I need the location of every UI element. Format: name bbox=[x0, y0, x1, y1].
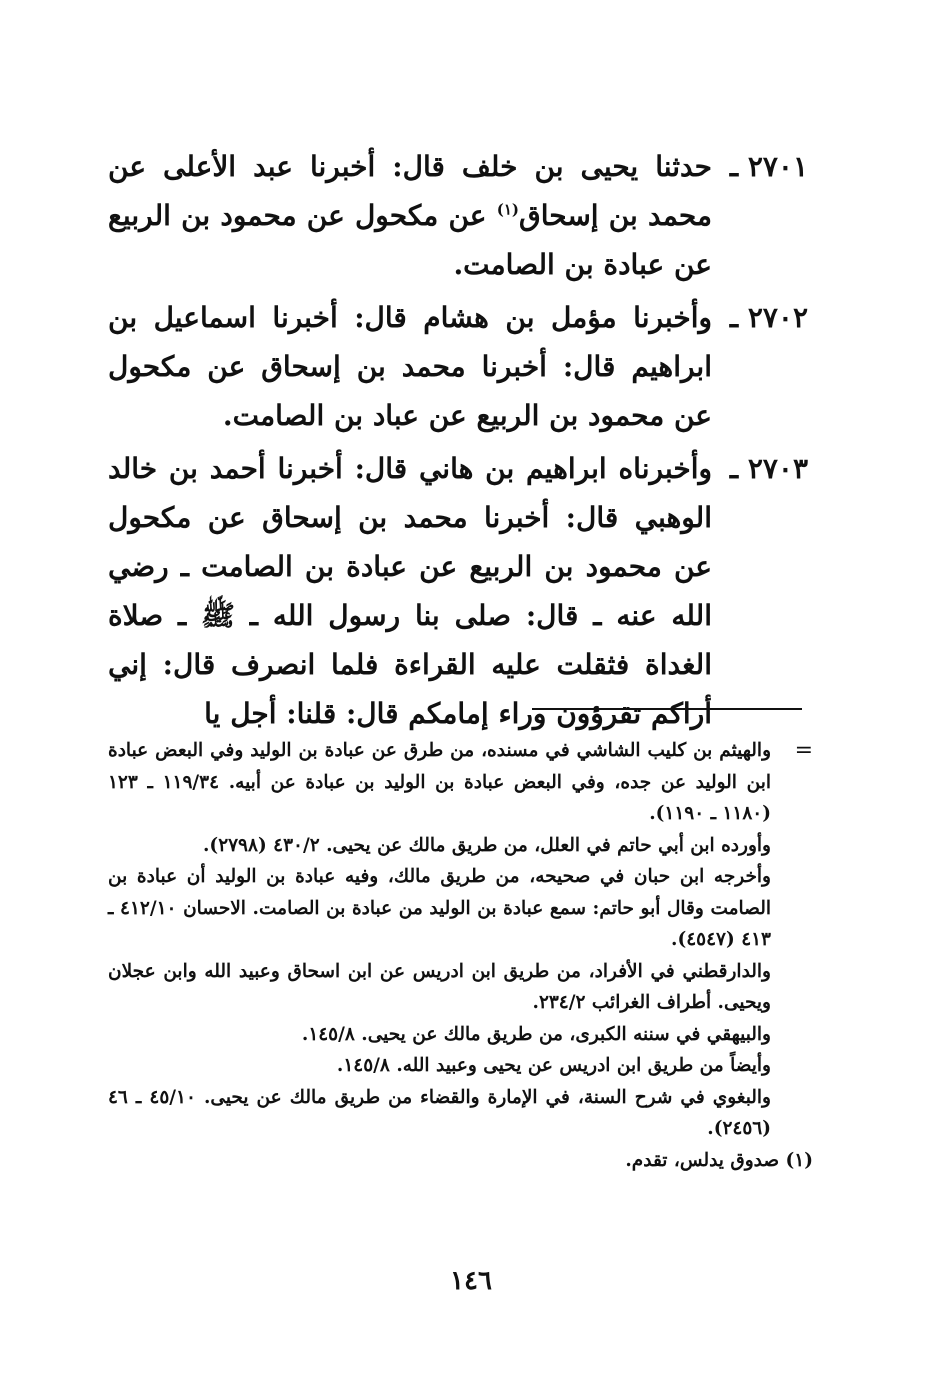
hadith-number: ٢٧٠٣ ـ bbox=[729, 452, 808, 485]
hadith-entry bbox=[108, 444, 808, 738]
footnotes bbox=[108, 735, 813, 1176]
hadith-entry bbox=[108, 142, 808, 289]
footnote-source: والبغوي في شرح السنة، في الإمارة والقضاء من طريق مالك عن يحيى. ٤٥/١٠ ـ ٤٦ (٢٤٥٦). bbox=[108, 1086, 771, 1139]
footnote-source: والبيهقي في سننه الكبرى، من طريق مالك عن يحيى. ١٤٥/٨. bbox=[301, 1023, 771, 1045]
hadith-text bbox=[108, 142, 712, 289]
hadith-text: وأخبرناه ابراهيم بن هاني قال: أخبرنا أحمد بن خالد الوهبي قال: أخبرنا محمد بن إسحاق عن مكحول عن محمود بن الربيع عن عبادة بن الصامت ـ رضي الله عنه ـ قال: صلى بنا رسول الله ـ ﷺ ـ صلاة الغداة فثقلت عليه القراءة فلما انصرف قال: إني أراكم تقرؤون وراء إمامكم قال: قلنا: أجل يا bbox=[108, 452, 712, 730]
main-text bbox=[108, 142, 808, 742]
footnote-1: (١) صدوق يدلس، تقدم. bbox=[625, 1149, 813, 1171]
footnote-text: والهيثم بن كليب الشاشي في مسنده، من طرق عن عبادة بن الوليد وفي البعض عبادة ابن الوليد عن جده، وفي البعض عبادة بن الوليد بن عبادة عن أبيه. ١١٩/٣٤ ـ ١٢٣ (١١٨٠ ـ ١١٩٠). bbox=[108, 740, 771, 824]
footnote-reference: (١) bbox=[496, 200, 519, 219]
hadith-text-part: عن مكحول عن محمود بن الربيع عن عبادة بن الصامت. bbox=[108, 199, 712, 281]
continuation-mark: = bbox=[794, 738, 813, 763]
page-number: ١٤٦ bbox=[450, 1266, 492, 1296]
footnote-source: وأخرجه ابن حبان في صحيحه، من طريق مالك، وفيه عبادة بن الوليد أن عبادة بن الصامت وقال أبو حاتم: سمع عبادة بن الوليد من عبادة بن الصامت. الاحسان ٤١٢/١٠ ـ ٤١٣ (٤٥٤٧). bbox=[108, 866, 771, 950]
hadith-entry bbox=[108, 293, 808, 440]
hadith-text: وأخبرنا مؤمل بن هشام قال: أخبرنا اسماعيل بن ابراهيم قال: أخبرنا محمد بن إسحاق عن مكحول عن محمود بن الربيع عن عباد بن الصامت. bbox=[108, 301, 712, 432]
footnote-source: وأورده ابن أبي حاتم في العلل، من طريق مالك عن يحيى. ٤٣٠/٢ (٢٧٩٨). bbox=[202, 834, 771, 856]
footnote-source: وأيضاً من طريق ابن ادريس عن يحيى وعبيد الله. ١٤٥/٨. bbox=[336, 1055, 771, 1076]
footnote-separator bbox=[532, 708, 802, 710]
footnote-source: والدارقطني في الأفراد، من طريق ابن ادريس عن ابن اسحاق وعبيد الله وابن عجلان ويحيى. أطراف الغرائب ٢٣٤/٢. bbox=[108, 960, 771, 1013]
hadith-number: ٢٧٠٢ ـ bbox=[729, 301, 808, 334]
hadith-number: ٢٧٠١ ـ bbox=[729, 150, 808, 183]
hadith-text-part: حدثنا يحيى بن خلف قال: أخبرنا عبد الأعلى عن محمد بن إسحاق bbox=[108, 150, 712, 232]
footnote-continuation bbox=[108, 735, 813, 830]
